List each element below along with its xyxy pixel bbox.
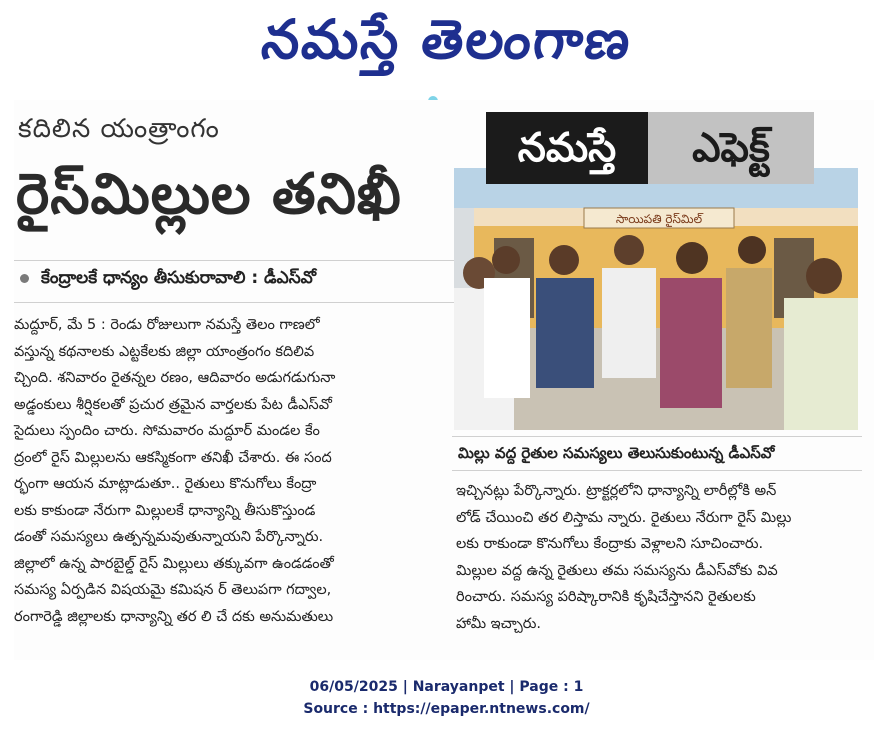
- body-line: లకు రాకుండా కొనుగోలు కేంద్రాకు వెళ్లాలని సూచించారు.: [456, 536, 764, 552]
- body-line: రించారు. సమస్య పరిష్కారానికి కృషిచేస్తానని రైతులకు: [456, 589, 756, 605]
- body-line: మిల్లుల వద్ద ఉన్న రైతులు తమ సమస్యను డీఎస్‌వోకు వివ: [456, 562, 778, 579]
- effect-banner-left: నమస్తే: [486, 112, 648, 184]
- namaste-effect-banner: [486, 112, 814, 184]
- newspaper-logo: నమస్తే తెలంగాణ: [258, 8, 635, 71]
- body-line: రంగారెడ్డి జిల్లాలకు ధాన్యాన్ని తర లి చే దకు అనుమతులు: [14, 608, 334, 625]
- effect-banner-right: ఎఫెక్ట్‌: [648, 112, 814, 184]
- body-line: సమస్య ఏర్పడిన విషయమై కమిషన ర్‌ తెలుపగా గద్వాల,: [14, 582, 332, 598]
- masthead: [0, 0, 893, 80]
- body-line: జిల్లాలో ఉన్న పారబైల్డ్‌ రైస్‌ మిల్లులు తక్కువగా ఉండడంతో: [14, 555, 334, 572]
- photo-sign-text: సాయిపతి రైస్‌మిల్‌: [615, 212, 703, 226]
- body-line: మద్దూర్‌, మే 5 : రెండు రోజులుగా నమస్తే తెలం గాణలో: [14, 317, 320, 333]
- source-link[interactable]: Source : https://epaper.ntnews.com/: [303, 701, 590, 717]
- body-line: డంతో సమస్యలు ఉత్పన్నమవుతున్నాయని పేర్కొన్నారు.: [14, 529, 324, 545]
- article-kicker: కదిలిన యంత్రాంగం: [18, 114, 220, 144]
- body-line: లకు కాకుండా నేరుగా మిల్లులకే ధాన్యాన్ని తీసుకొస్తుండ: [14, 502, 316, 519]
- article-body-left: [14, 312, 446, 630]
- news-clipping: [14, 100, 874, 660]
- body-line: సైదులు స్పందిం చారు. సోమవారం మద్దూర్‌ మండల కేం: [14, 423, 320, 439]
- article-headline: రైస్‌మిల్లుల తనిఖీ: [16, 162, 402, 227]
- source-footer: [0, 676, 893, 720]
- divider: [14, 302, 454, 303]
- bullet-icon: [20, 274, 29, 283]
- body-line: ర్భంగా ఆయన మాట్లాడుతూ.. రైతులు కొనుగోలు కేంద్రా: [14, 476, 317, 492]
- divider: [452, 436, 862, 437]
- body-line: వస్తున్న కథనాలకు ఎట్టకేలకు జిల్లా యాంత్రంగం కదిలివ: [14, 343, 315, 360]
- article-subheadline: [20, 268, 316, 292]
- divider: [14, 260, 454, 261]
- subheadline-text: కేంద్రాలకే ధాన్యం తీసుకురావాలి : డీఎస్‌వో: [41, 268, 317, 288]
- photo-caption: మిల్లు వద్ద రైతుల సమస్యలు తెలుసుకుంటున్న డీఎస్‌వో: [458, 444, 775, 462]
- body-line: చ్చింది. శనివారం రైతన్నల రణం, ఆదివారం అడుగడుగునా: [14, 370, 336, 386]
- body-line: ద్రంలో రైస్‌ మిల్లులను ఆకస్మికంగా తనిఖీ చేశారు. ఈ సంద: [14, 449, 332, 466]
- article-left-column: [14, 100, 454, 660]
- divider: [452, 470, 862, 471]
- edition-info: 06/05/2025 | Narayanpet | Page : 1: [309, 679, 584, 695]
- body-line: అడ్డంకులు శీర్షికలతో ప్రచుర త్రమైన వార్తలకు పేట డీఎస్‌వో: [14, 396, 332, 413]
- article-right-column: [452, 100, 874, 660]
- body-line: హామీ ఇచ్చారు.: [456, 615, 542, 632]
- article-body-right: [456, 478, 868, 637]
- news-photo: [454, 168, 858, 430]
- body-line: ఇచ్చినట్లు పేర్కొన్నారు. ట్రాక్టర్లలోని ధాన్యాన్ని లారీల్లోకి అన్‌: [456, 483, 777, 499]
- body-line: లోడ్‌ చేయించి తర లిస్తామ న్నారు. రైతులు నేరుగా రైస్‌ మిల్లు: [456, 509, 792, 526]
